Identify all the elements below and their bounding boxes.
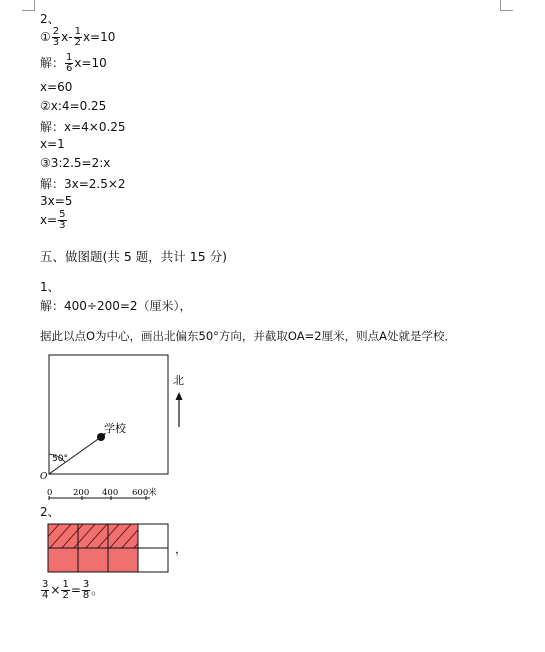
solution-3: 解：3x=2.5×2: [40, 177, 126, 191]
scale-label-0: 0: [47, 488, 53, 498]
fraction-three-quarters: $\frac{3}{4}$: [42, 579, 49, 601]
scale-label-600: 600米: [132, 488, 157, 498]
problem-1-calculation: 解：400÷200=2（厘米），: [40, 299, 192, 313]
scale-label-400: 400: [102, 488, 119, 498]
solution-2: 解：x=4×0.25: [40, 120, 126, 134]
problem-2-comma: ，: [175, 542, 188, 556]
north-label: 北: [173, 374, 184, 387]
equation-1: ① $\frac{2}{3}$ x- $\frac{1}{2}$ x=10: [40, 26, 116, 48]
fraction-one-sixth: $\frac{1}{6}$: [66, 52, 73, 74]
equation-2: ②x:4=0.25: [40, 99, 107, 113]
problem-1-marker: 1、: [40, 280, 60, 294]
fraction-two-thirds: $\frac{2}{3}$: [52, 26, 60, 48]
equation-3: ③3:2.5=2:x: [40, 156, 111, 170]
school-label: 学校: [104, 422, 126, 435]
solution-1: 解： $\frac{1}{6}$ x=10: [40, 52, 107, 74]
problem-2-marker: 2、: [40, 505, 60, 519]
answer-1: x=60: [40, 80, 73, 94]
north-arrow-head: [176, 392, 183, 400]
section-5-title: 五、做图题(共 5 题，共计 15 分): [40, 249, 228, 264]
fraction-three-eighths: $\frac{3}{8}$: [82, 579, 90, 601]
equation-1-number: ①: [40, 30, 51, 44]
scale-label-200: 200: [73, 488, 90, 498]
step-3: 3x=5: [40, 194, 73, 208]
page-corner-mark-right: [500, 0, 513, 11]
angle-label: 50°: [52, 454, 68, 464]
direction-map-figure: [34, 350, 204, 505]
fraction-one-half: $\frac{1}{2}$: [74, 26, 81, 48]
page-corner-mark-left: [22, 0, 35, 11]
fraction-five-thirds: $\frac{5}{3}$: [59, 209, 66, 231]
problem-2-formula: $\frac{3}{4}$ × $\frac{1}{2}$ = $\frac{3}{8}$ 。: [42, 579, 104, 601]
problem-1-description: 据此以点O为中心，画出北偏东50°方向，并截取OA=2厘米，则点A处就是学校．: [40, 329, 456, 343]
answer-2: x=1: [40, 137, 65, 151]
origin-label: O: [40, 472, 48, 482]
question-2-marker: 2、: [40, 12, 60, 26]
fraction-one-half-b: $\frac{1}{2}$: [62, 579, 69, 601]
answer-3: x= $\frac{5}{3}$: [40, 209, 66, 231]
fraction-area-model: [46, 522, 171, 576]
